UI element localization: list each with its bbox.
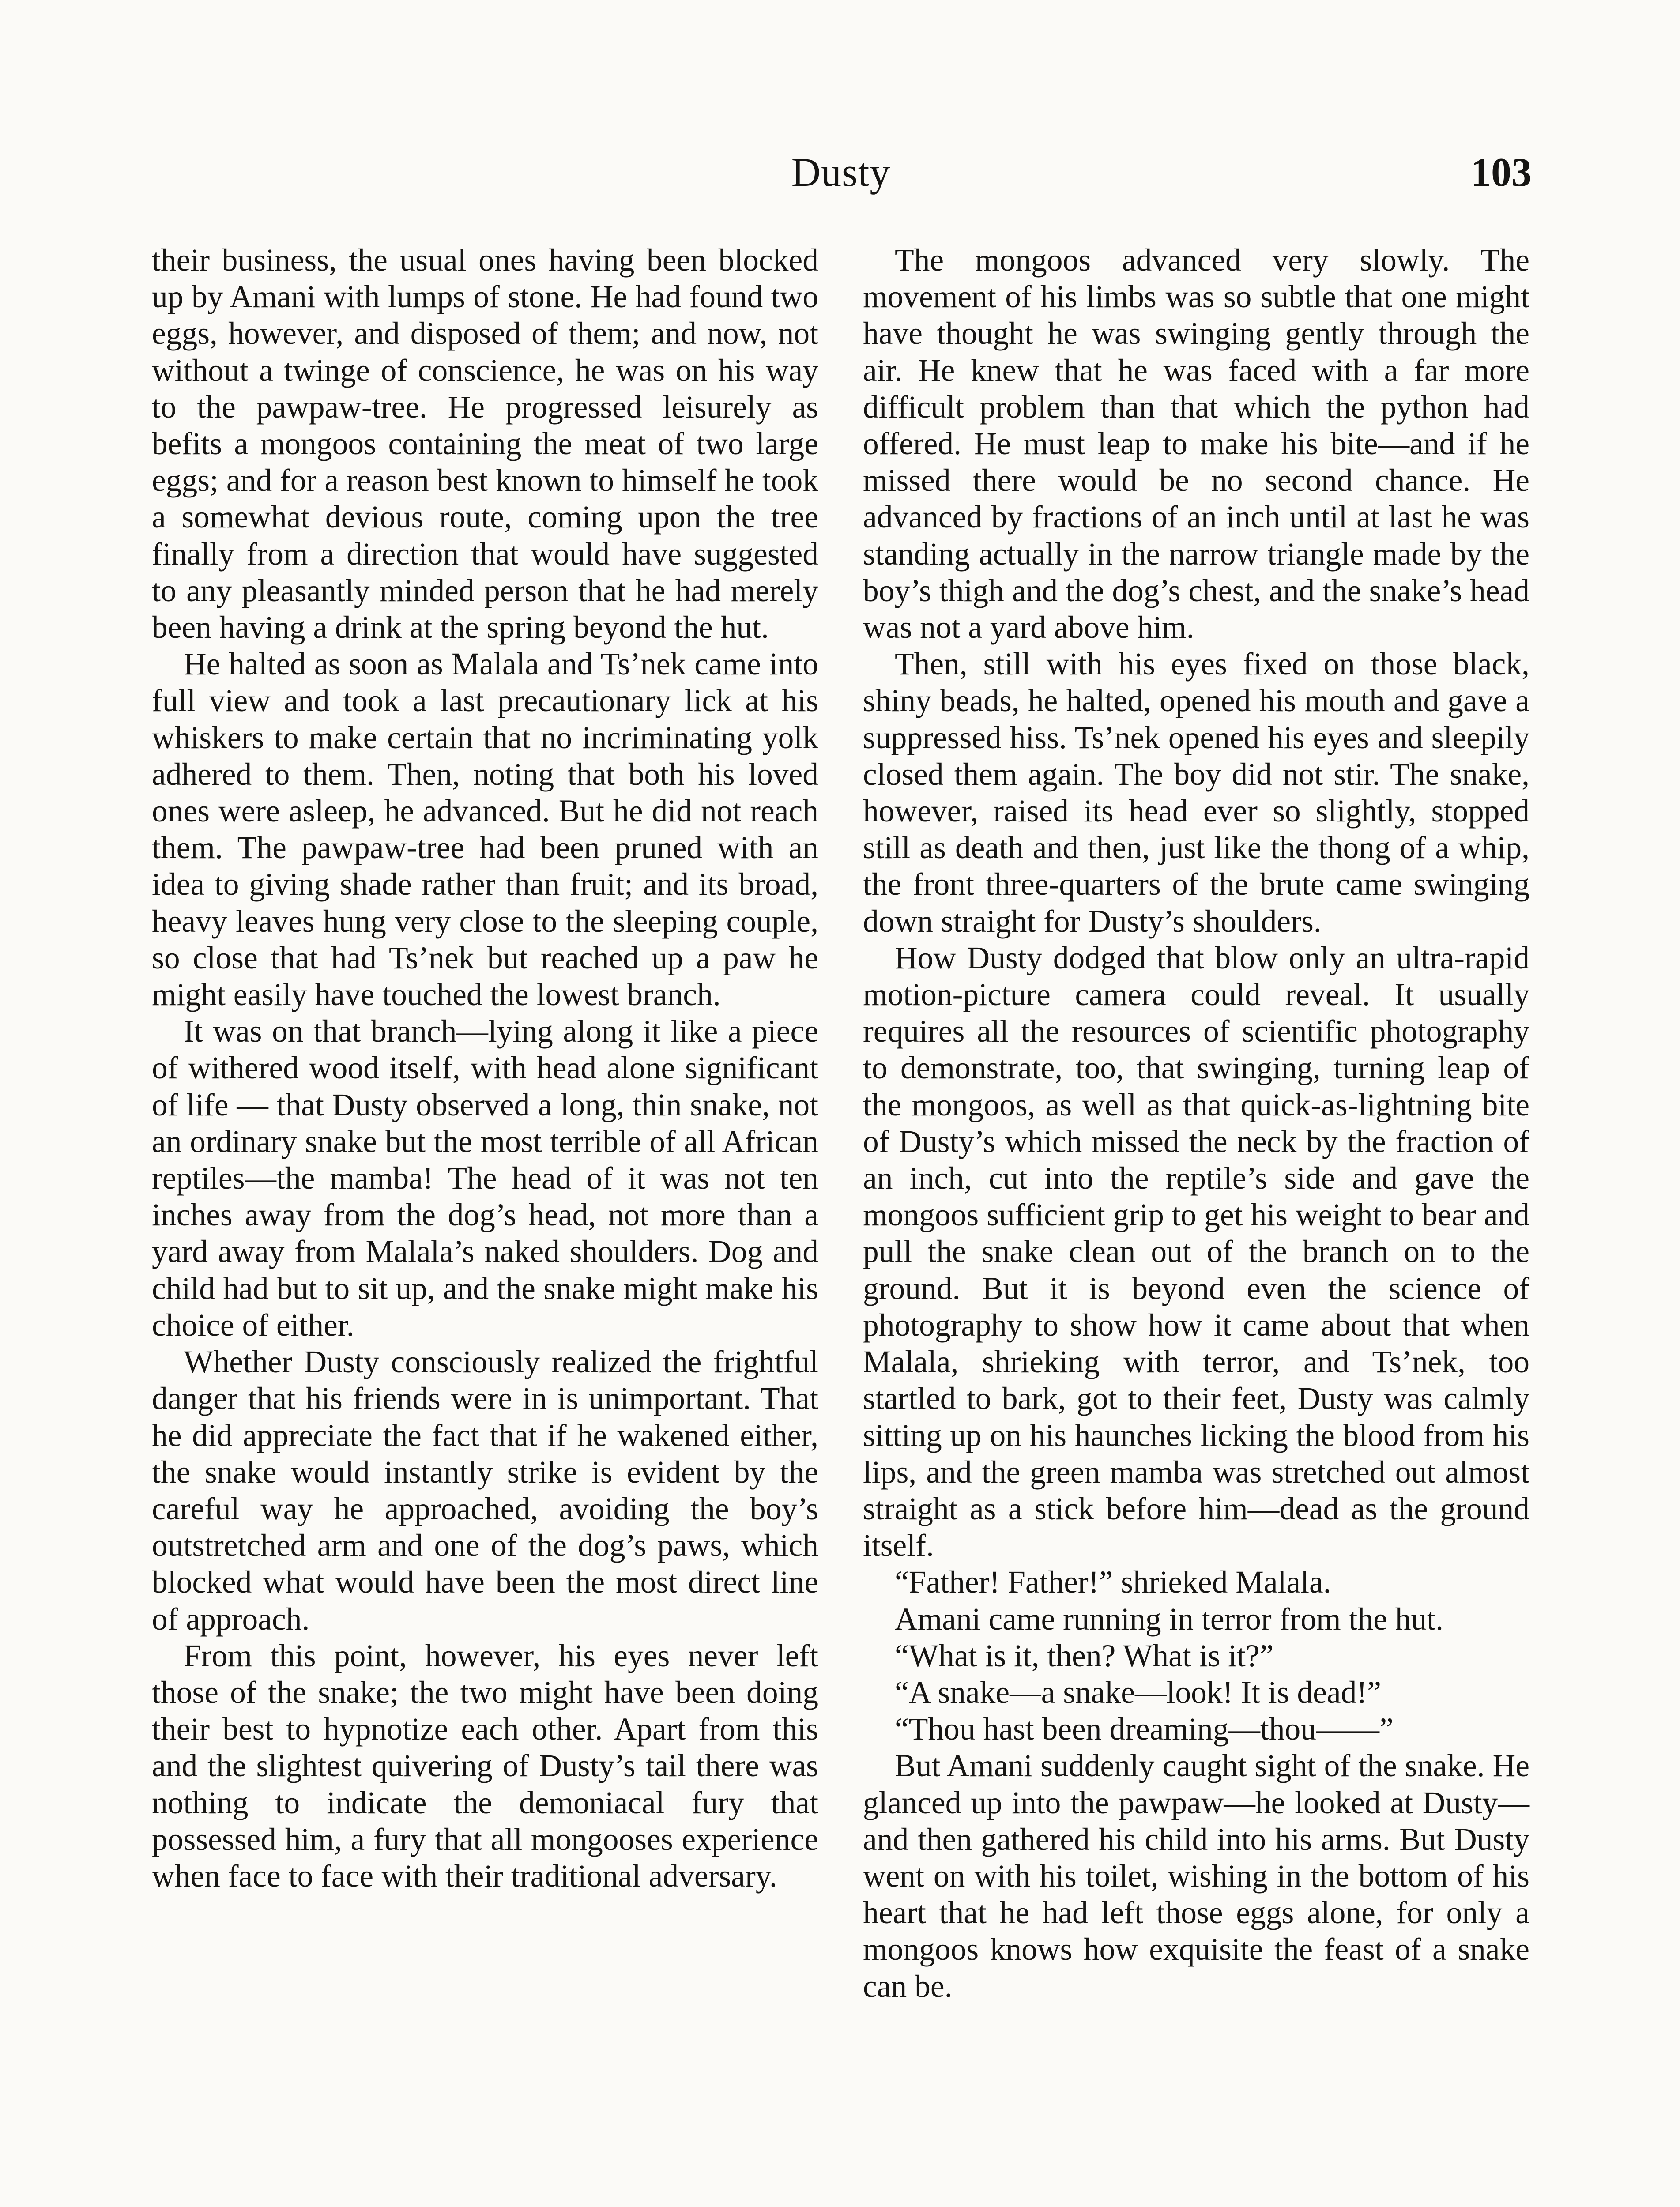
page-number: 103 [1471,150,1532,195]
paragraph: their business, the usual ones having been blocked up by Amani with lumps of stone. He had found two eggs, however, and disposed of them; and now, not without a twinge of conscience, he was on his way to the pawpaw-tree. He progressed leisurely as befits a mongoos containing the meat of two large eggs; and for a reason best known to himself he took a somewhat devious route, coming upon the tree finally from a direction that would have suggested to any pleasantly minded person that he had merely been having a drink at the spring beyond the hut. [152,243,818,645]
paragraph: “What is it, then? What is it?” [895,1638,1274,1673]
paragraph: How Dusty dodged that blow only an ultra-rapid motion-picture camera could reveal. It usually requires all the resources of scientific photography to demonstrate, too, that swinging, turning leap of the mongoos, as well as that quick-as-lightning bite of Dusty’s which missed the neck by the fraction of an inch, cut into the reptile’s side and gave the mongoos sufficient grip to get his weight to bear and pull the snake clean out of the branch on to the ground. But it is beyond even the science of photography to show how it came about that when Malala, shrieking with terror, and Ts’nek, too startled to bark, got to their feet, Dusty was calmly sitting up on his haunches licking the blood from his lips, and the green mamba was stretched out almost straight as a stick before him—dead as the ground itself. [863,940,1529,1563]
paragraph: But Amani suddenly caught sight of the snake. He glanced up into the pawpaw—he looked at Dusty—and then gathered his child into his arms. But Dusty went on with his toilet, wishing in the bottom of his heart that he had left those eggs alone, for only a mongoos knows how exquisite the feast of a snake can be. [863,1748,1529,2004]
page-header [150,146,1532,203]
paragraph: The mongoos advanced very slowly. The movement of his limbs was so subtle that one might have thought he was swinging gently through the air. He knew that he was faced with a far more difficult problem than that which the python had offered. He must leap to make his bite—and if he missed there would be no second chance. He advanced by fractions of an inch until at last he was standing actually in the narrow triangle made by the boy’s thigh and the dog’s chest, and the snake’s head was not a yard above him. [863,243,1529,645]
paragraph: It was on that branch—lying along it like a piece of withered wood itself, with head alone significant of life — that Dusty observed a long, thin snake, not an ordinary snake but the most terrible of all African reptiles—the mamba! The head of it was not ten inches away from the dog’s head, not more than a yard away from Malala’s naked shoulders. Dog and child had but to sit up, and the snake might make his choice of either. [152,1014,818,1343]
paragraph: Whether Dusty consciously realized the frightful danger that his friends were in is unimportant. That he did appreciate the fact that if he wakened either, the snake would instantly strike is evident by the careful way he approached, avoiding the boy’s outstretched arm and one of the dog’s paws, which blocked what would have been the most direct line of approach. [152,1345,818,1637]
running-title: Dusty [791,150,891,195]
paragraph: From this point, however, his eyes never left those of the snake; the two might have been doing their best to hypnotize each other. Apart from this and the slightest quivering of Dusty’s tail there was nothing to indicate the demoniacal fury that possessed him, a fury that all mongooses experience when face to face with their traditional adversary. [152,1638,818,1894]
left-column [152,242,818,1894]
paragraph: He halted as soon as Malala and Ts’nek came into full view and took a last precautionary lick at his whiskers to make certain that no incriminating yolk adhered to them. Then, noting that both his loved ones were asleep, he advanced. But he did not reach them. The pawpaw-tree had been pruned with an idea to giving shade rather than fruit; and its broad, heavy leaves hung very close to the sleeping couple, so close that had Ts’nek but reached up a paw he might easily have touched the lowest branch. [152,647,818,1013]
paragraph: “A snake—a snake—look! It is dead!” [895,1675,1381,1710]
paragraph: “Father! Father!” shrieked Malala. [895,1565,1331,1600]
paragraph: Amani came running in terror from the hut. [895,1601,1443,1637]
right-column [863,242,1529,2005]
paragraph: Then, still with his eyes fixed on those black, shiny beads, he halted, opened his mouth and gave a suppressed hiss. Ts’nek opened his eyes and sleepily closed them again. The boy did not stir. The snake, however, raised its head ever so slightly, stopped still as death and then, just like the thong of a whip, the front three-quarters of the brute came swinging down straight for Dusty’s shoulders. [863,647,1529,939]
paragraph: “Thou hast been dreaming—thou——” [895,1712,1394,1747]
